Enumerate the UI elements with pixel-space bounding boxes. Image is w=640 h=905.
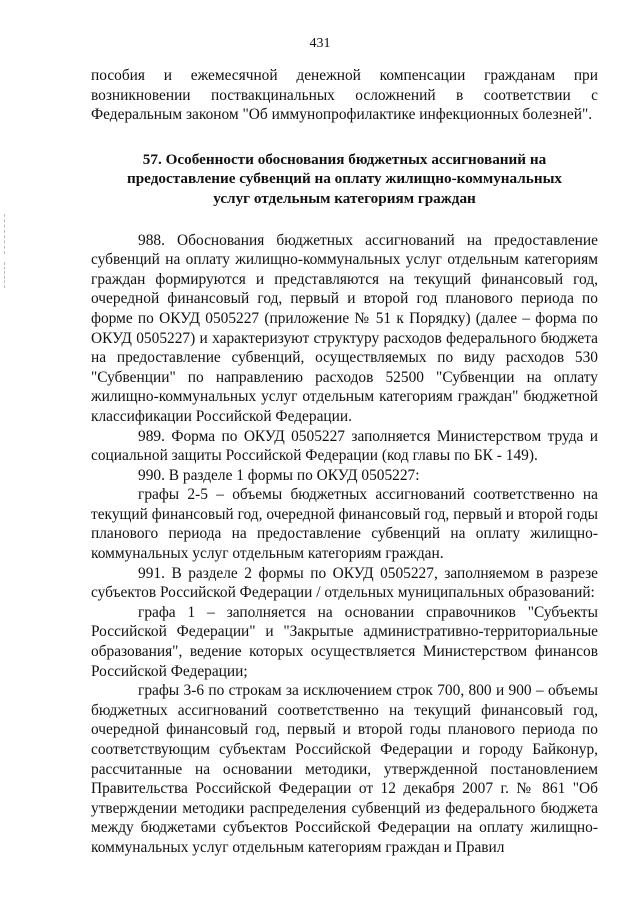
- page-number: 431: [309, 36, 331, 51]
- paragraph-989: 989. Форма по ОКУД 0505227 заполняется Министерством труда и социальной защиты Российской Федерации (код главы по БК - 149).: [91, 427, 598, 465]
- scan-margin-mark: [4, 262, 7, 288]
- paragraph-991-column-1: графа 1 – заполняется на основании справочников "Субъекты Российской Федерации" и "Закрытые административно-территориальные образования", ведение которых осуществляется Министерством финансов Российской Федерации;: [91, 603, 598, 680]
- paragraph-988: 988. Обоснования бюджетных ассигнований на предоставление субвенций на оплату жилищно-коммунальных услуг отдельным категориям граждан формируются и представляются на текущий финансовый год, очередной финансовый год, первый и второй год планового периода по форме по ОКУД 0505227 (приложение № 51 к Порядку) (далее – форма по ОКУД 0505227) и характеризуют структуру расходов федерального бюджета на предоставление субвенций, осуществляемых по виду расходов 530 "Субвенции" по направлению расходов 52500 "Субвенции на оплату жилищно-коммунальных услуг отдельным категориям граждан" бюджетной классификации Российской Федерации.: [91, 231, 598, 425]
- scan-margin-mark: [4, 214, 7, 254]
- paragraph-991-columns-3-6: графы 3-6 по строкам за исключением строк 700, 800 и 900 – объемы бюджетных ассигнований соответственно на текущий финансовый год, очередной финансовый год, первый и второй годы планового периода по соответствующим субъектам Российской Федерации и городу Байконур, рассчитанные на основании методики, утвержденной постановлением Правительства Российской Федерации от 12 декабря 2007 г. № 861 "Об утверждении методики распределения субвенций из федерального бюджета между бюджетами субъектов Российской Федерации на оплату жилищно-коммунальных услуг отдельным категориям граждан и Правил: [91, 682, 598, 856]
- paragraph-990: 990. В разделе 1 формы по ОКУД 0505227:: [138, 466, 420, 484]
- continuation-paragraph: пособия и ежемесячной денежной компенсации гражданам при возникновении поствакцинальных осложнений в соответствии с Федеральным законом "Об иммунопрофилактике инфекционных болезней".: [91, 67, 598, 124]
- paragraph-991: 991. В разделе 2 формы по ОКУД 0505227, заполняемом в разрезе субъектов Российской Федерации / отдельных муниципальных образований:: [91, 564, 598, 602]
- section-heading: 57. Особенности обоснования бюджетных ассигнований на предоставление субвенций на оплату жилищно-коммунальных услуг отдельным категориям граждан: [126, 150, 563, 207]
- document-body: [91, 66, 598, 858]
- paragraph-990-columns-2-5: графы 2-5 – объемы бюджетных ассигнований соответственно на текущий финансовый год, очередной финансовый год, первый и второй годы планового периода на предоставление субвенций на оплату жилищно-коммунальных услуг отдельным категориям граждан.: [91, 486, 598, 563]
